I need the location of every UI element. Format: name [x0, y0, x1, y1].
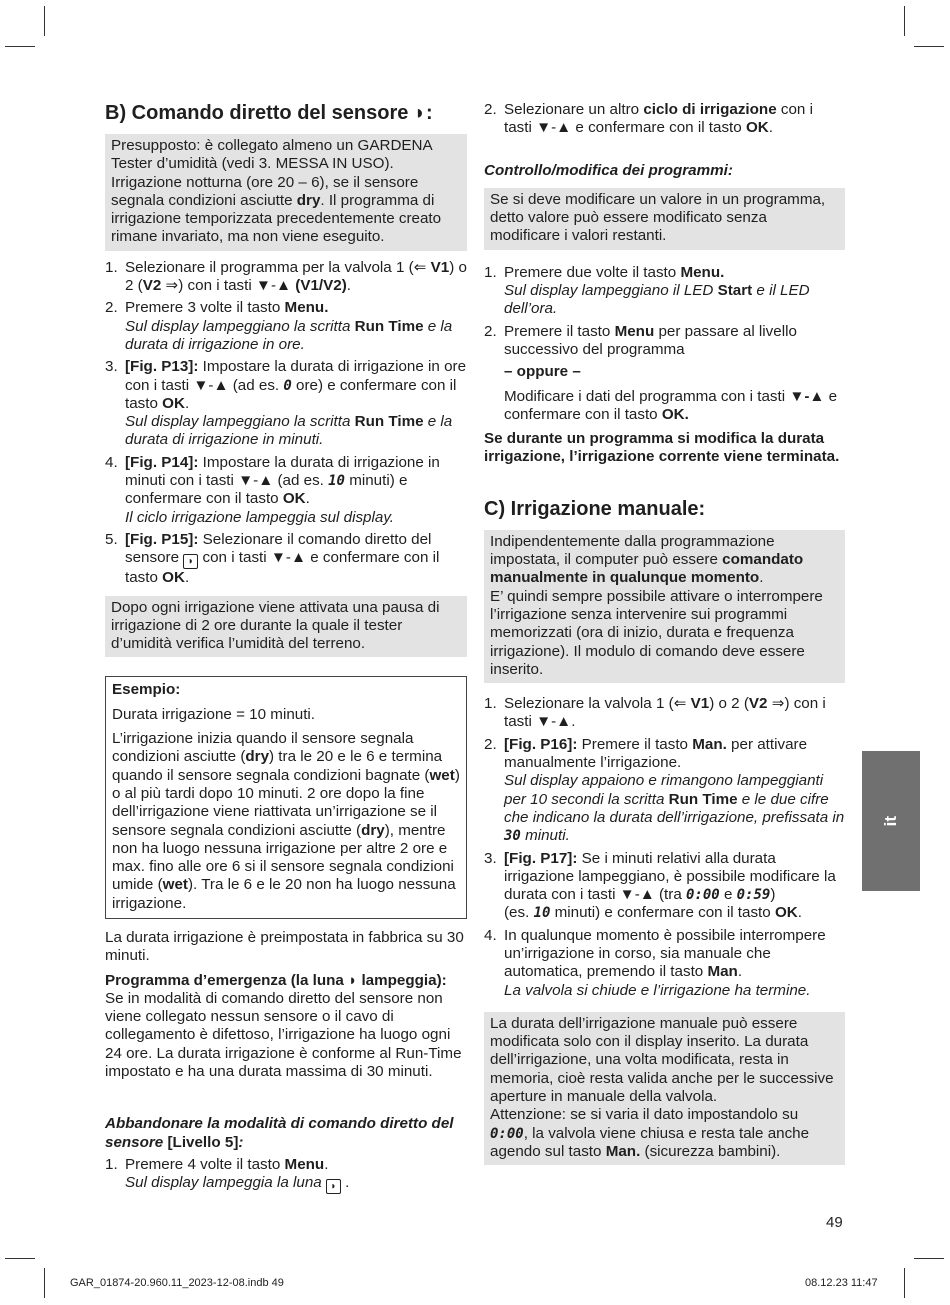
- preset-duration: La durata irrigazione è preimpostata in fabbrica su 30 minuti.: [105, 928, 464, 965]
- step-number: 4.: [484, 926, 497, 944]
- example-duration: Durata irrigazione = 10 minuti.: [112, 705, 316, 723]
- arrow-right-icon: ⇒: [771, 695, 785, 713]
- arrow-left-icon: ⇐: [673, 695, 687, 713]
- crop-mark: [914, 1258, 944, 1259]
- list-item: 1. Selezionare la valvola 1 (⇐ V1) o 2 (V2 ⇒) con i tasti ▼-▲.: [484, 695, 826, 731]
- list-item: 3. [Fig. P13]: Impostare la durata di irrigazione in ore con i tasti ▼-▲ (ad es. 0 ore) e confermare con il tasto OK. Sul display lampeggiano la scritta Run Time e la durata di irrigazione in minuti.: [105, 358, 467, 449]
- step-number: 3.: [105, 358, 118, 376]
- list-item: 1. Selezionare il programma per la valvola 1 (⇐ V1) o 2 (V2 ⇒) con i tasti ▼-▲ (V1/V2).: [105, 258, 467, 295]
- manual-note-box: La durata dell’irrigazione manuale può essere modificata solo con il display inserito. La durata dell’irrigazione, una volta modificata, resta in memoria, cioè resta valida anche per le successive aperture in manuale della valvola. Attenzione: se si varia il dato impostandolo su 0:00, la valvola viene chiusa e resta tale anche agendo sul tasto Man. (sicurezza bambini).: [484, 1012, 845, 1165]
- crop-mark: [904, 1268, 905, 1298]
- step-number: 2.: [484, 322, 497, 340]
- arrow-right-icon: ⇒: [165, 277, 179, 295]
- control-title: Controllo/modifica dei programmi:: [484, 161, 733, 179]
- list-item: 3. [Fig. P17]: Se i minuti relativi alla durata irrigazione lampeggiano, è possibile modificare la durata con i tasti ▼-▲ (tra 0:00 e 0:59) (es. 10 minuti) e confermare con il tasto OK.: [484, 849, 836, 922]
- list-item: 2. Premere il tasto Menu per passare al livello successivo del programma: [484, 322, 797, 358]
- footer-timestamp: 08.12.23 11:47: [805, 1277, 878, 1289]
- step-number: 4.: [105, 453, 118, 471]
- crop-mark: [904, 6, 905, 36]
- lcd-digits: 0:00: [490, 1125, 524, 1142]
- moon-icon: ◗: [183, 554, 198, 569]
- right-column: [484, 101, 845, 1173]
- crop-mark: [44, 6, 45, 36]
- example-box: [105, 676, 467, 919]
- language-tab-label: it: [880, 815, 900, 827]
- crop-mark: [5, 1258, 35, 1259]
- moon-icon: ◗: [326, 1179, 341, 1194]
- leave-steps: [105, 1156, 467, 1194]
- list-item: 5. [Fig. P15]: Selezionare il comando diretto del sensore ◗ con i tasti ▼-▲ e confermare con il tasto OK.: [105, 530, 440, 587]
- example-body: L’irrigazione inizia quando il sensore segnala condizioni asciutte (dry) tra le 20 e le 6 e termina quando il sensore segnala condizioni bagnate (wet) o al più tardi dopo 10 minuti. 2 ore dopo la fine dell’irrigazione viene riattivata un’irrigazione se il sensore segnala condizioni asciutte (dry), mentre non ha luogo nessuna irrigazione per altre 2 ore e max. fino alle ore 6 si il sensore segnala condizioni umide (wet). Tra le 6 e le 20 non ha luogo nessuna irrigazione.: [112, 730, 460, 912]
- step-number: 1.: [105, 1155, 118, 1173]
- lcd-digits: 0: [283, 377, 292, 394]
- step-number: 1.: [105, 258, 118, 276]
- sensor-steps: [105, 259, 467, 588]
- left-column: [105, 101, 467, 1202]
- step-number: 2.: [484, 735, 497, 753]
- modify-line: Modificare i dati del programma con i tasti ▼-▲ e confermare con il tasto OK.: [504, 387, 838, 423]
- crop-mark: [5, 46, 35, 47]
- pause-note-box: Dopo ogni irrigazione viene attivata una pausa di irrigazione di 2 ore durante la quale il tester d’umidità verifica l’umidità del terreno.: [105, 596, 467, 658]
- lcd-digits: 10: [533, 905, 551, 922]
- lcd-digits: 0:00: [686, 887, 720, 904]
- list-item: 2. Selezionare un altro ciclo di irrigazione con i tasti ▼-▲ e confermare con il tasto OK.: [484, 101, 813, 137]
- page-number: 49: [826, 1214, 843, 1231]
- cycle-steps: [484, 101, 845, 138]
- arrow-left-icon: ⇐: [413, 258, 427, 276]
- language-tab: [862, 751, 920, 891]
- lcd-digits: 0:59: [736, 887, 771, 904]
- control-box: Se si deve modificare un valore in un programma, detto valore può essere modificato senza modificare i valori restanti.: [484, 188, 845, 250]
- crop-mark: [914, 46, 944, 47]
- list-item: 4. In qualunque momento è possibile interrompere un’irrigazione in corso, sia manuale che automatica, premendo il tasto Man. La valvola si chiude e l’irrigazione ha termine.: [484, 926, 826, 999]
- manual-steps: [484, 695, 845, 1000]
- step-number: 1.: [484, 263, 497, 281]
- step-number: 1.: [484, 695, 497, 713]
- section-b-title: B) Comando diretto del sensore ◗:: [105, 102, 433, 124]
- warning-text: Se durante un programma si modifica la durata irrigazione, l’irrigazione corrente viene terminata.: [484, 430, 840, 466]
- step-number: 2.: [105, 299, 118, 317]
- oppure-label: – oppure –: [504, 363, 581, 381]
- section-c-title: C) Irrigazione manuale:: [484, 497, 706, 520]
- step-number: 5.: [105, 530, 118, 548]
- step-number: 2.: [484, 101, 497, 118]
- list-item: 1. Premere 4 volte il tasto Menu. Sul display lampeggia la luna ◗ .: [105, 1155, 350, 1193]
- crop-mark: [44, 1268, 45, 1298]
- manual-intro-box: Indipendentemente dalla programmazione impostata, il computer può essere comandato manualmente in qualunque momento. E’ quindi sempre possibile attivare o interrompere l’irrigazione senza intervenire sui programmi memorizzati (ora di inizio, durata e frequenza irrigazione). Il modulo di comando deve essere inserito.: [484, 530, 845, 683]
- control-steps: [484, 264, 845, 359]
- list-item: 1. Premere due volte il tasto Menu. Sul display lampeggiano il LED Start e il LED dell’ora.: [484, 263, 810, 318]
- list-item: 2. Premere 3 volte il tasto Menu. Sul display lampeggiano la scritta Run Time e la durata di irrigazione in ore.: [105, 299, 453, 353]
- step-number: 3.: [484, 849, 497, 867]
- footer-file: GAR_01874-20.960.11_2023-12-08.indb 49: [70, 1277, 284, 1289]
- list-item: 2. [Fig. P16]: Premere il tasto Man. per attivare manualmente l’irrigazione. Sul display appaiono e rimangono lampeggianti per 10 secondi la scritta Run Time e le due cifre che indicano la durata dell’irrigazione, prefissata in 30 minuti.: [484, 735, 845, 845]
- list-item: 4. [Fig. P14]: Impostare la durata di irrigazione in minuti con i tasti ▼-▲ (ad es. 10 minuti) e confermare con il tasto OK. Il ciclo irrigazione lampeggia sul display.: [105, 453, 440, 526]
- leave-mode-title: Abbandonare la modalità di comando diretto del sensore [Livello 5]:: [105, 1115, 454, 1151]
- emergency-program: Programma d’emergenza (la luna ◗ lampeggia): Se in modalità di comando diretto del sensore non viene collegato nessun sensore o il cavo di collegamento è difettoso, l’irrigazione ha luogo ogni 24 ore. La durata irrigazione è conforme al Run-Time impostato e ha una durata massima di 30 minuti.: [105, 971, 462, 1081]
- lcd-digits: 30: [504, 828, 521, 845]
- prerequisite-box: Presupposto: è collegato almeno un GARDENA Tester d’umidità (vedi 3. MESSA IN USO). Irrigazione notturna (ore 20 – 6), se il sensore segnala condizioni asciutte dry. Il programma di irrigazione temporizzata precedentemente creato rimane invariato, ma non viene eseguito.: [105, 134, 467, 251]
- example-title: Esempio:: [112, 681, 181, 699]
- lcd-digits: 10: [328, 473, 345, 490]
